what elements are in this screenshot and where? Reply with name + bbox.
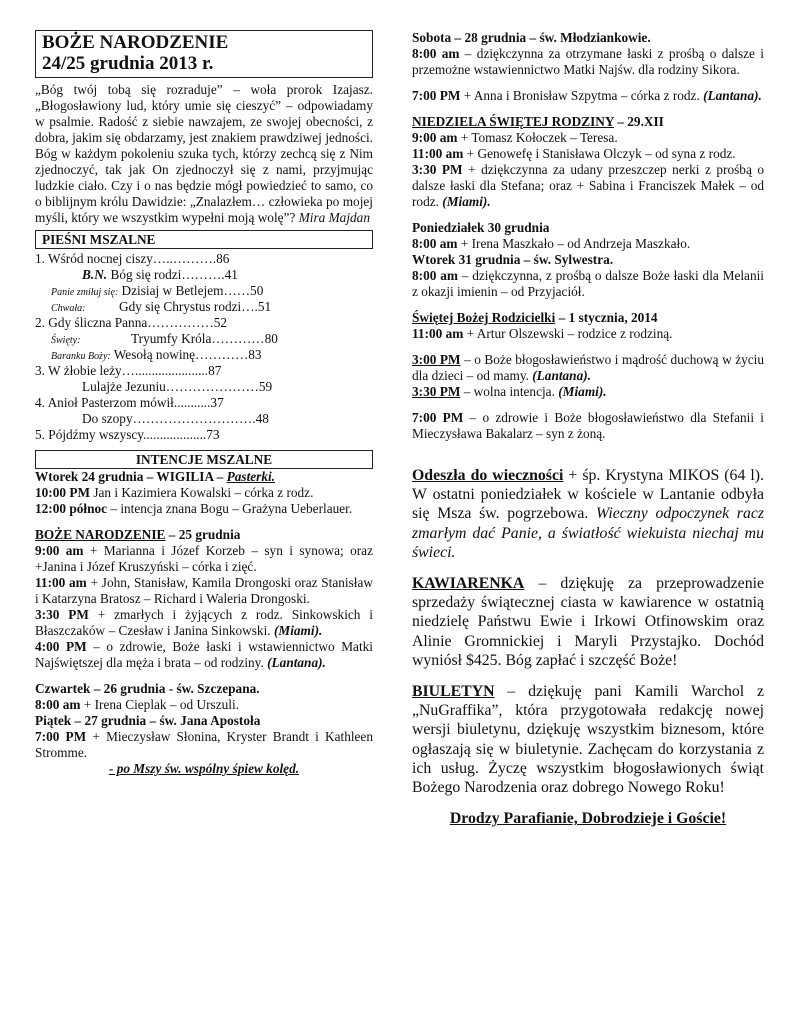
bulletin-heading: BIULETYN: [412, 683, 495, 701]
hymn-2b-label: Święty:: [51, 335, 81, 346]
mass-time: 3:30 PM: [412, 162, 463, 177]
mass-location: (Miami).: [558, 384, 607, 399]
hymn-2b-text: Tryumfy Króla…………80: [131, 331, 278, 346]
newyear-title: [412, 310, 764, 326]
christmas-block: [35, 527, 373, 671]
christmas-mass-4: [35, 639, 373, 671]
thursday-block: [35, 681, 373, 713]
hymn-1b-label: B.N.: [82, 267, 108, 282]
mass-intention: + Marianna i Józef Korzeb – syn i synowa; oraz +Janina i Józef Kruszyński – córka i zięć.: [35, 543, 373, 574]
hymn-4: 4. Anioł Pasterzom mówił...........37: [35, 395, 224, 410]
mass-time: 8:00 am: [35, 697, 81, 712]
christmas-title-rest: – 25 grudnia: [165, 527, 241, 542]
hymn-1c-text: Dzisiaj w Betlejem……50: [118, 283, 264, 298]
hymn-1d-text: Gdy się Chrystus rodzi….51: [119, 299, 272, 314]
mass-intention: + Genowefę i Stanisława Olczyk – od syna z rodz.: [463, 146, 736, 161]
wigilia-title-text: Wtorek 24 grudnia – WIGILIA –: [35, 469, 227, 484]
hymn-5: 5. Pójdźmy wszyscy...................73: [35, 427, 220, 442]
title-box: [35, 30, 373, 78]
sunday-title-u: NIEDZIELA ŚWIĘTEJ RODZINY: [412, 114, 614, 129]
wigilia-mass-1: [35, 485, 373, 501]
mass-location: (Lantana).: [267, 655, 326, 670]
mass-time: 4:00 PM: [35, 639, 87, 654]
newyear-mass-4: [412, 410, 764, 442]
carol-note: - po Mszy św. wspólny śpiew kolęd.: [108, 761, 300, 776]
mass-location: (Miami).: [273, 623, 323, 638]
wigilia-mass-2: [35, 501, 373, 517]
obituary-heading: Odeszła do wieczności: [412, 467, 564, 484]
cafe-paragraph: [412, 574, 764, 670]
intentions-header: INTENCJE MSZALNE: [35, 450, 373, 469]
mass-intention: + Irena Cieplak – od Urszuli.: [80, 697, 239, 712]
closing-greeting: Drodzy Parafianie, Dobrodzieje i Goście!: [449, 810, 727, 828]
mass-time: 3:30 PM: [35, 607, 89, 622]
mass-intention: + dziękczynna za udany przeszczep nerki z prośbą o dalsze łaski dla Stefana; oraz + Sabina i Franciszek Małek – od rodz.: [412, 162, 765, 209]
cafe-text: – dziękuję za przeprowadzenie sprzedaży świątecznej ciasta w kawiarence w ostatnią niedzielę Państwu Ewie i Irkowi Otfinowskim oraz Alinie Gromnickiej i Maryli Przystajko. Dochód wyniósł $425. Bóg zapłać i szczęść Boże!: [412, 575, 764, 669]
mass-location: (Lantana).: [703, 88, 762, 103]
mass-time: 11:00 am: [35, 575, 87, 590]
christmas-mass-2: [35, 575, 373, 607]
quote-paragraph: [35, 82, 373, 226]
right-column: [412, 30, 764, 828]
bulletin-paragraph: [412, 682, 764, 797]
newyear-mass-3: [412, 384, 764, 400]
hymn-2c-text: Wesołą nowinę…………83: [110, 347, 262, 362]
mass-intention: + Irena Maszkało – od Andrzeja Maszkało.: [457, 236, 691, 251]
tuesday-title: Wtorek 31 grudnia – św. Sylwestra.: [412, 252, 614, 267]
newyear-title-rest: – 1 stycznia, 2014: [555, 310, 658, 325]
friday-mass-1: [35, 729, 373, 761]
tuesday-mass-1: [412, 268, 764, 300]
mass-intention: – o zdrowie, Boże łaski i wstawiennictwo Matki Najświętszej dla męża i brata – od rodziny.: [35, 639, 373, 670]
mass-intention: + Tomasz Kołoczek – Teresa.: [457, 130, 618, 145]
mass-intention: Jan i Kazimiera Kowalski – córka z rodz.: [90, 485, 314, 500]
mass-time: 9:00 am: [412, 130, 458, 145]
obituary-text: + śp. Krystyna MIKOS (64 l). W ostatni poniedziałek w kościele w Lantanie odbyła się Msza św. pogrzebowa.: [412, 467, 764, 523]
mass-time: 3:30 PM: [412, 384, 461, 399]
mass-time: 7:00 PM: [412, 410, 464, 425]
sunday-mass-1: [412, 130, 764, 146]
newyear-block: [412, 310, 764, 442]
bulletin-text: – dziękuję pani Kamili Warchol z „NuGraffika”, która przygotowała redakcję nowej wersji biuletynu, dziękuję wszystkim biznesom, które ogłaszają się w biuletynie. Zachęcam do korzystania z ich usług. Życzę wszystkim błogosławionych świąt Bożego Narodzenia oraz dobrego Nowego Roku!: [412, 683, 764, 797]
tuesday-block: [412, 252, 764, 300]
mass-intention: – o zdrowie i Boże błogosławieństwo dla Stefanii i Mieczysława Bakalarz – syn z żoną.: [412, 410, 764, 441]
mass-intention: + Mieczysław Słonina, Kryster Brandt i Kathleen Stromme.: [35, 729, 373, 760]
hymn-1c: [35, 283, 373, 299]
saturday-title: Sobota – 28 grudnia – św. Młodziankowie.: [412, 30, 651, 45]
hymn-1d-label: Chwała:: [51, 303, 86, 314]
monday-title: Poniedziałek 30 grudnia: [412, 220, 550, 235]
sunday-title: [412, 114, 764, 130]
quote-text: „Bóg twój tobą się rozraduje” – woła prorok Izajasz. „Błogosławiony lud, który umie się cieszyć” – odpowiadamy w psalmie. Radość z siebie nawzajem, ze swojej obecności, z dobra, jakim się obdarzamy, jest znakiem prawdziwej jedności. Bóg w każdym pokoleniu szuka tych, którzy zechcą się z Nim zjednoczyć, tak jak On zjednoczył się z nami, przyjmując ludzkie ciało. Czy i o nas będzie mógł powiedzieć to samo, co o biblijnym królu Dawidzie: „Znalazłem… człowieka po mojej myśli, który we wszystkim wypełni moją wolę”?: [35, 82, 373, 225]
page-title: BOŻE NARODZENIE: [42, 32, 229, 53]
mass-time: 7:00 PM: [412, 88, 461, 103]
mass-intention: – wolna intencja.: [460, 384, 559, 399]
mass-intention: + zmarłych i żyjących z rodz. Sinkowskich i Błaszczaków – Czesław i Janina Sinkowski.: [35, 607, 373, 638]
mass-time: 11:00 am: [412, 326, 464, 341]
monday-block: [412, 220, 764, 252]
hymn-2: 2. Gdy śliczna Panna……………52: [35, 315, 228, 330]
newyear-title-u: Świętej Bożej Rodzicielki: [412, 310, 556, 325]
monday-mass-1: [412, 236, 764, 252]
obituary-prayer: Wieczny odpoczynek racz zmarłym dać Panie, a światłość wiekuista niechaj mu świeci.: [412, 505, 764, 561]
mass-intention: + Anna i Bronisław Szpytma – córka z rodz.: [460, 88, 704, 103]
mass-time: 7:00 PM: [35, 729, 87, 744]
hymn-2c-label: Baranku Boży:: [51, 351, 111, 362]
newyear-mass-1: [412, 326, 764, 342]
wigilia-title: [35, 469, 373, 485]
obituary-paragraph: [412, 466, 764, 562]
mass-time: 8:00 am: [412, 268, 458, 283]
hymn-4b: Do szopy……………………….48: [82, 411, 269, 426]
wigilia-pasterki: Pasterki.: [226, 469, 276, 484]
mass-time: 8:00 am: [412, 46, 460, 61]
hymn-1d: [35, 299, 373, 315]
christmas-mass-1: [35, 543, 373, 575]
mass-time: 10:00 PM: [35, 485, 91, 500]
mass-intention: – dziękczynna, z prośbą o dalsze Boże łaski dla Melanii z okazji imienin – od Przyjaciół.: [412, 268, 764, 299]
hymn-2c: [35, 347, 373, 363]
hymns-list: [35, 251, 373, 443]
left-column: [35, 30, 373, 777]
christmas-title: [35, 527, 373, 543]
hymn-1b: [35, 267, 373, 283]
hymn-2b: [35, 331, 373, 347]
newyear-mass-2: [412, 352, 764, 384]
saturday-mass-1: [412, 46, 764, 78]
mass-time: 12:00 północ: [35, 501, 108, 516]
mass-intention: – intencja znana Bogu – Grażyna Ueberlauer.: [107, 501, 353, 516]
mass-intention: + Artur Olszewski – rodzice z rodziną.: [463, 326, 673, 341]
saturday-block: [412, 30, 764, 104]
mass-time: 9:00 am: [35, 543, 84, 558]
hymn-3b: Lulajże Jezuniu…………………59: [82, 379, 273, 394]
page-date: 24/25 grudnia 2013 r.: [42, 53, 214, 74]
mass-intention: + John, Stanisław, Kamila Drongoski oraz Stanisław i Katarzyna Bratosz – Richard i Waleria Drongoski.: [35, 575, 373, 606]
mass-location: (Lantana).: [532, 368, 591, 383]
thursday-title: Czwartek – 26 grudnia - św. Szczepana.: [35, 681, 260, 696]
mass-time: 3:00 PM: [412, 352, 461, 367]
mass-time: 11:00 am: [412, 146, 464, 161]
quote-author: Mira Majdan: [298, 210, 370, 225]
sunday-mass-2: [412, 146, 764, 162]
cafe-heading: KAWIARENKA: [412, 575, 525, 593]
friday-title: Piątek – 27 grudnia – św. Jana Apostoła: [35, 713, 261, 728]
hymn-1c-label: Panie zmiłuj się:: [51, 287, 119, 298]
christmas-title-u: BOŻE NARODZENIE: [35, 527, 166, 542]
christmas-mass-3: [35, 607, 373, 639]
hymn-1b-text: Bóg się rodzi……….41: [107, 267, 238, 282]
mass-location: (Miami).: [442, 194, 491, 209]
mass-intention: – o Boże błogosławieństwo i mądrość duchową w życiu dla dzieci – od mamy.: [412, 352, 764, 383]
wigilia-block: [35, 469, 373, 517]
hymn-3: 3. W żłobie leży…......................87: [35, 363, 222, 378]
friday-block: [35, 713, 373, 777]
sunday-mass-3: [412, 162, 764, 210]
hymns-header: PIEŚNI MSZALNE: [35, 230, 373, 249]
mass-time: 8:00 am: [412, 236, 458, 251]
saturday-mass-2: [412, 88, 764, 104]
mass-intention: – dziękczynna za otrzymane łaski z prośbą o dalsze i przemożne wstawiennictwo Matki Najśw. dla rodziny Sikora.: [412, 46, 764, 77]
thursday-mass-1: [35, 697, 373, 713]
sunday-title-rest: – 29.XII: [613, 114, 664, 129]
sunday-block: [412, 114, 764, 210]
hymn-1: 1. Wśród nocnej ciszy…..……….86: [35, 251, 230, 266]
